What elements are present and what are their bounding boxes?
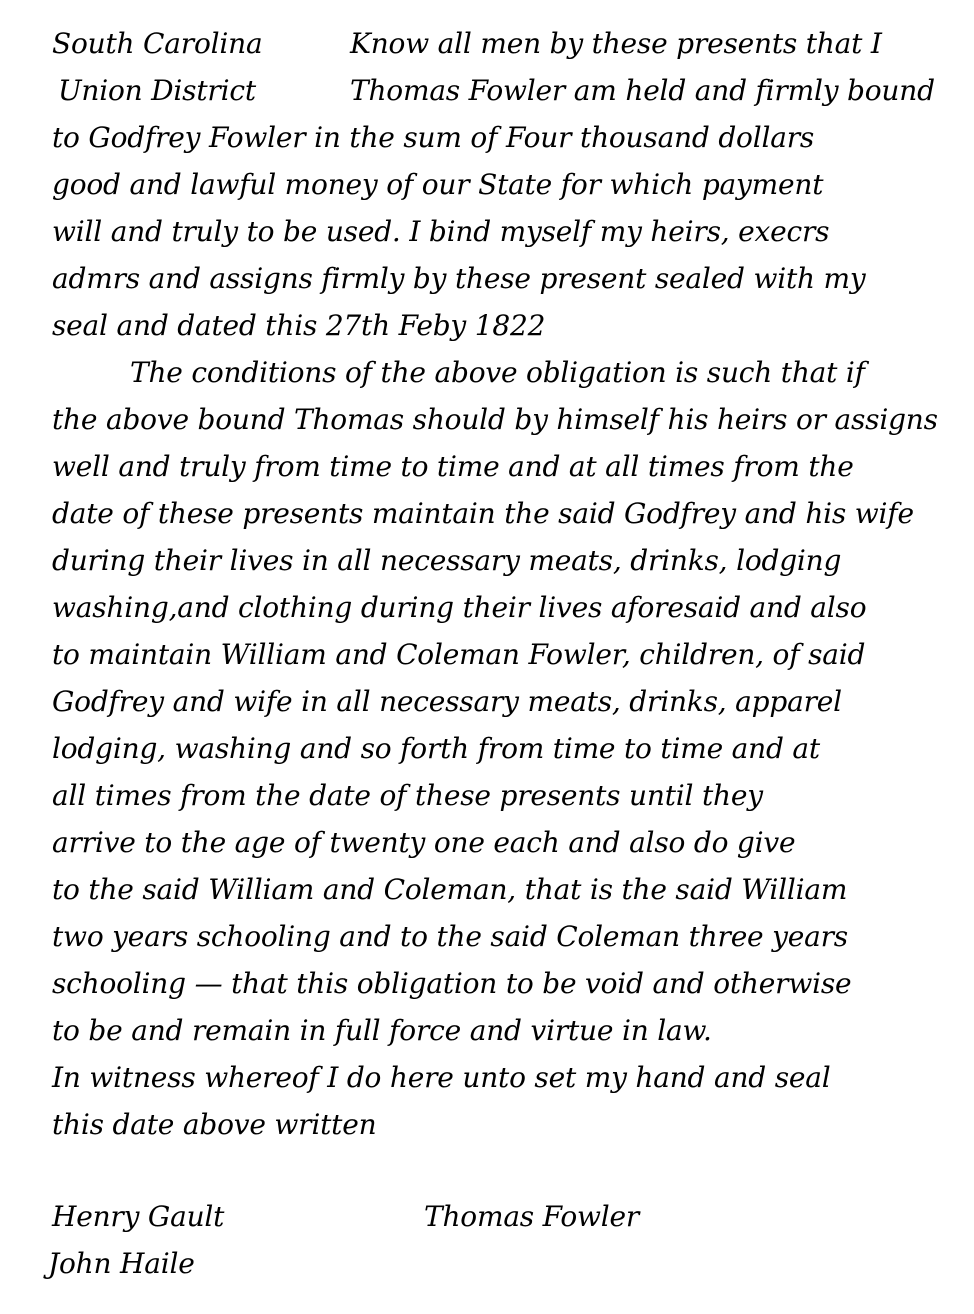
text-line-content: good and lawful money of our State for which payment [52,168,824,201]
text-line-content: during their lives in all necessary meats, drinks, lodging [52,544,842,577]
text-line-content: washing,and clothing during their lives aforesaid and also [52,591,867,624]
header-location-state: South Carolina [52,27,263,60]
text-line-content: lodging, washing and so forth from time to time and at [52,732,820,765]
text-line-content: all times from the date of these presents until they [52,779,763,812]
text-line-content: schooling — that this obligation to be void and otherwise [52,967,852,1000]
text-line-content: well and truly from time to time and at all times from the [52,450,854,483]
text-line-content: to be and remain in full force and virtue in law. [52,1014,712,1047]
text-line-content: In witness whereof I do here unto set my hand and seal [52,1061,831,1094]
principal-signature: Thomas Fowler [424,1200,640,1233]
header-opening-text: Know all men by these presents that I [350,27,882,60]
text-line-content: Godfrey and wife in all necessary meats, drinks, apparel [52,685,842,718]
text-line-content: admrs and assigns firmly by these present sealed with my [52,262,866,295]
text-line-content: this date above written [52,1108,377,1141]
text-line-content: to maintain William and Coleman Fowler, children, of said [52,638,866,671]
text-line-content: will and truly to be used. I bind myself my heirs, execrs [52,215,830,248]
text-line-content: date of these presents maintain the said Godfrey and his wife [52,497,914,530]
witness-signature: John Haile [48,1247,195,1280]
text-line-content: arrive to the age of twenty one each and also do give [52,826,796,859]
text-line-content: to Godfrey Fowler in the sum of Four thousand dollars [52,121,815,154]
text-line-content: two years schooling and to the said Coleman three years [52,920,848,953]
witness-signature: Henry Gault [52,1200,225,1233]
header-bound-text: Thomas Fowler am held and firmly bound [350,74,935,107]
header-location-district: Union District [58,74,256,107]
text-line-content: to the said William and Coleman, that is the said William [52,873,848,906]
text-line-content: the above bound Thomas should by himself his heirs or assigns [52,403,938,436]
text-line-content: seal and dated this 27th Feby 1822 [52,309,546,342]
text-line-content: The conditions of the above obligation is such that if [130,356,865,389]
